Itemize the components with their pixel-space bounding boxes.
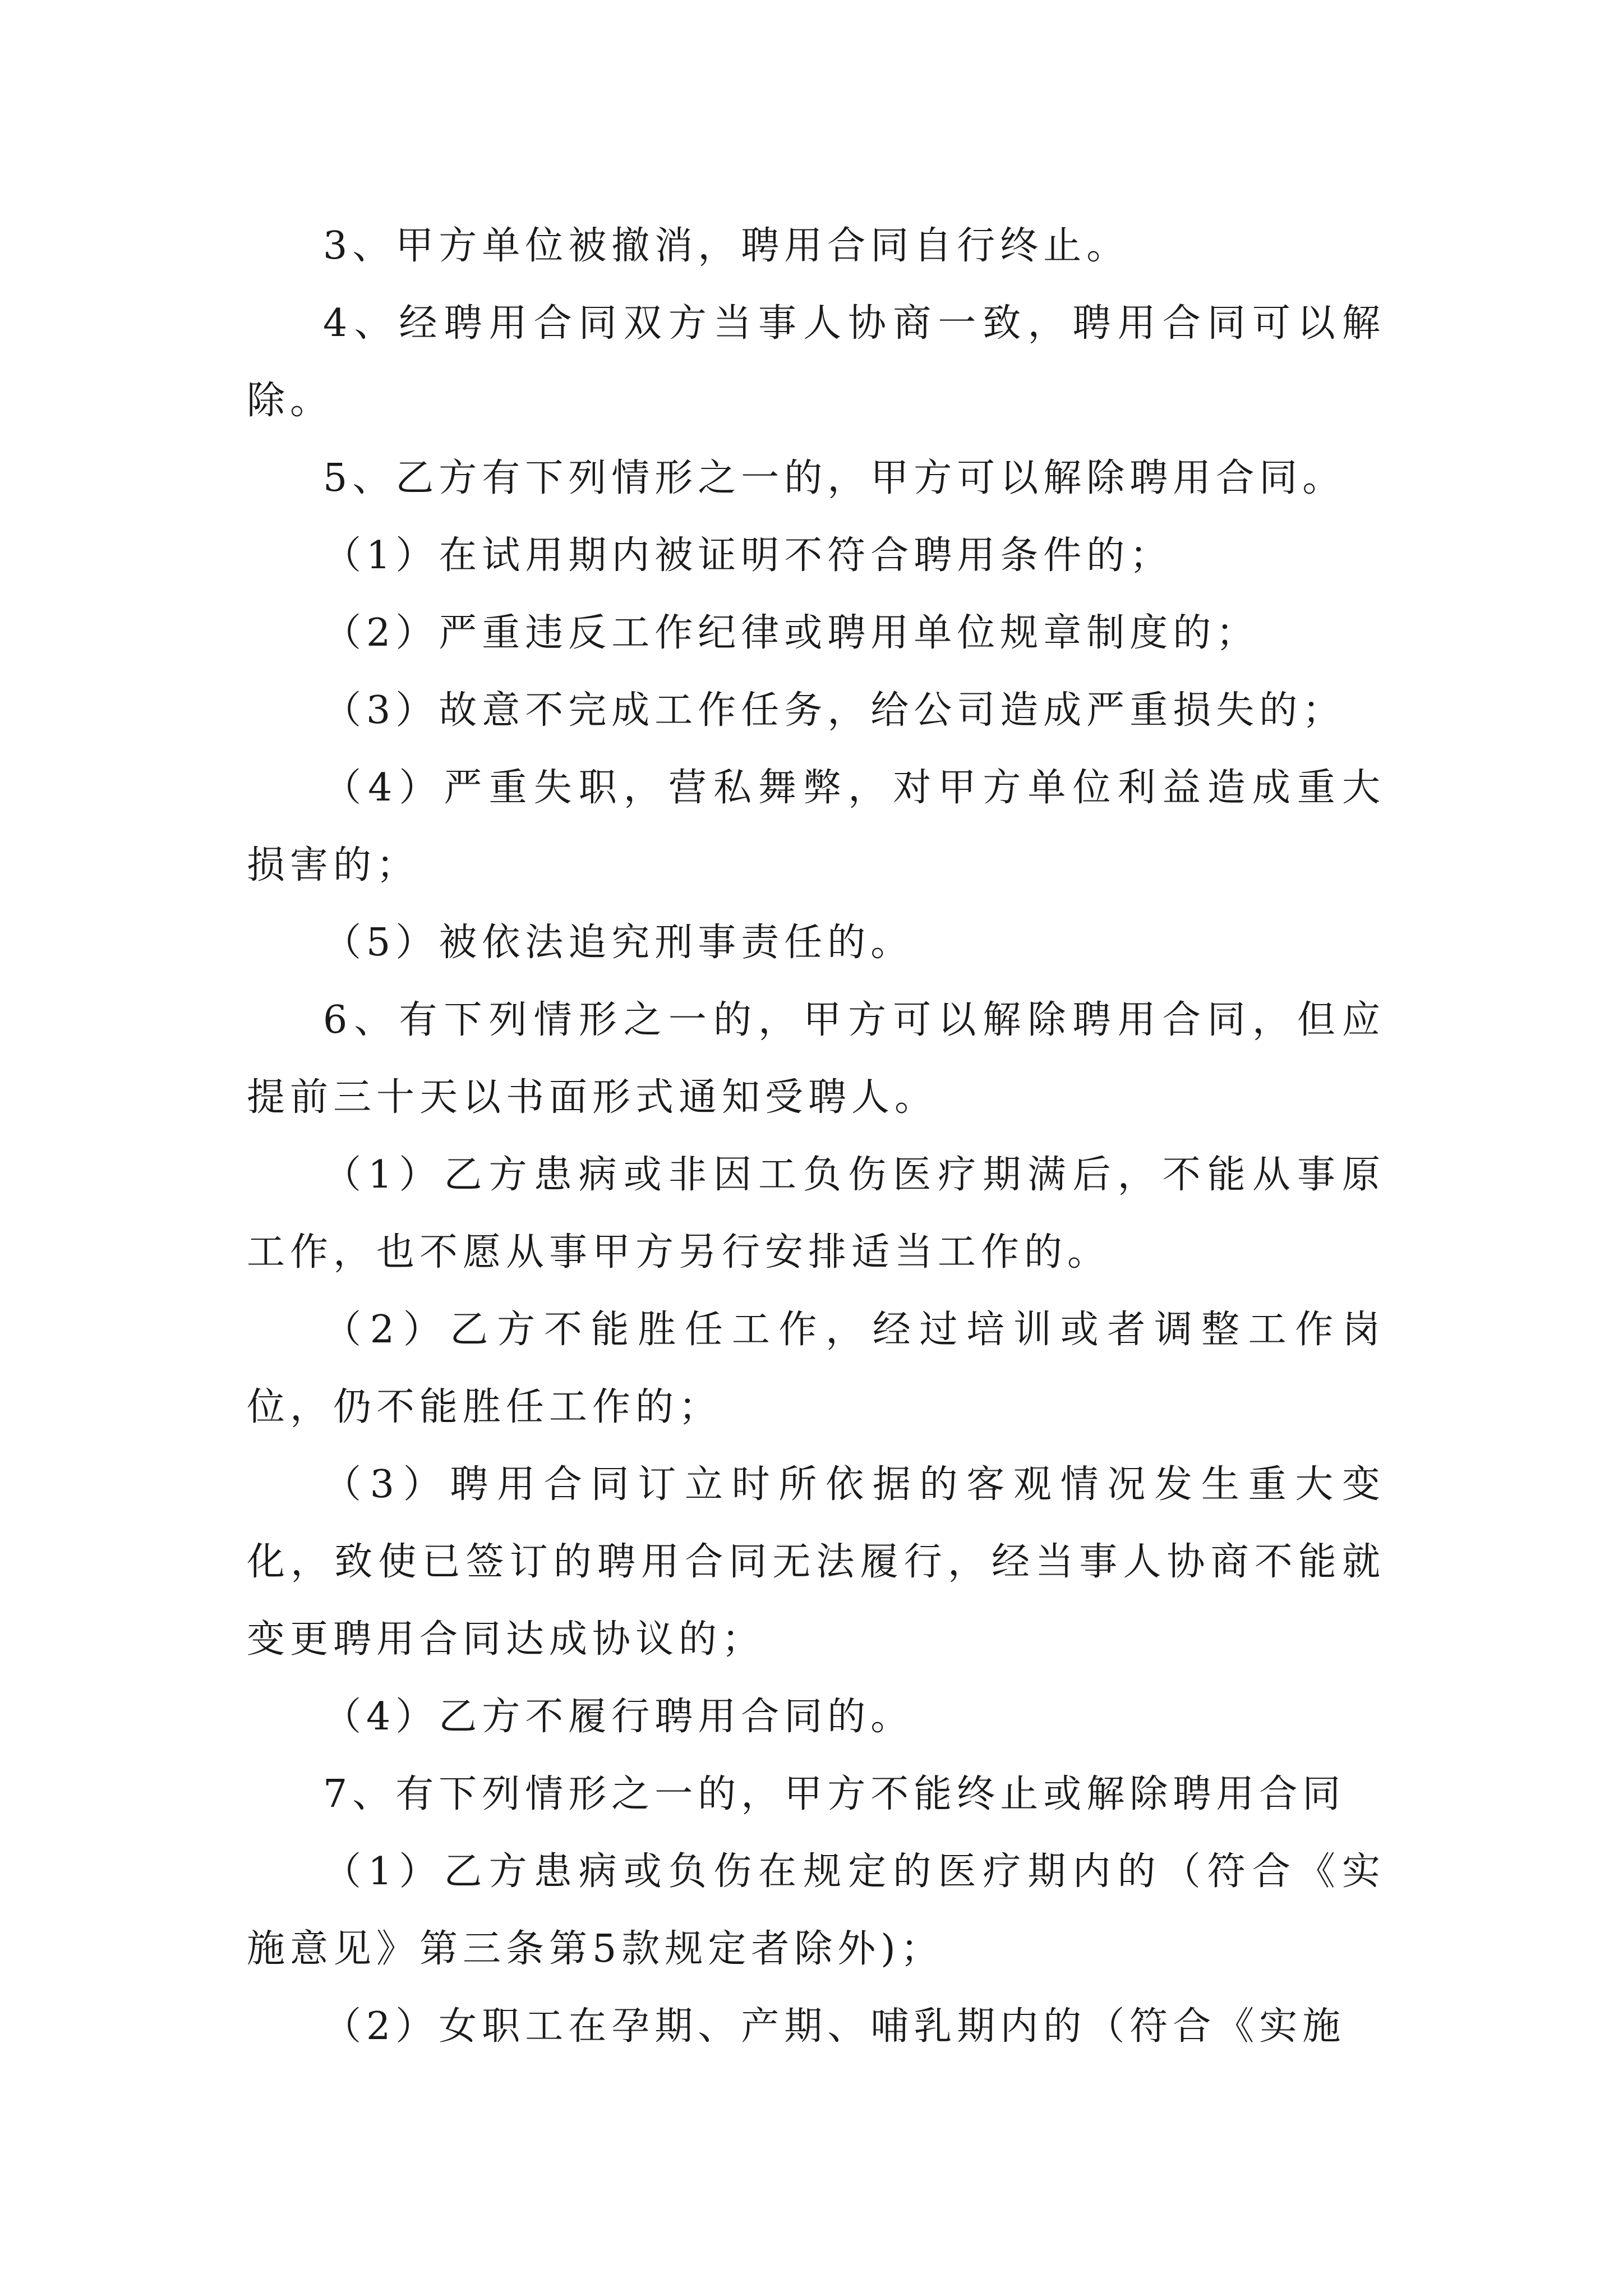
paragraph-clause-4: 4、经聘用合同双方当事人协商一致，聘用合同可以解除。	[247, 301, 1385, 423]
paragraph-clause-5-item-2: （2）严重违反工作纪律或聘用单位规章制度的；	[323, 611, 1260, 655]
paragraph-clause-5-item-3: （3）故意不完成工作任务，给公司造成严重损失的；	[323, 688, 1346, 733]
paragraph-clause-5-item-5: （5）被依法追究刑事责任的。	[323, 921, 914, 965]
paragraph-clause-6: 6、有下列情形之一的，甲方可以解除聘用合同，但应提前三十天以书面形式通知受聘人。	[247, 998, 1385, 1120]
paragraph-clause-5-item-4: （4）严重失职，营私舞弊，对甲方单位利益造成重大损害的；	[247, 766, 1385, 887]
paragraph-clause-6-item-2: （2）乙方不能胜任工作，经过培训或者调整工作岗位，仍不能胜任工作的；	[247, 1308, 1385, 1429]
paragraph-clause-7-item-2: （2）女职工在孕期、产期、哺乳期内的（符合《实施	[323, 2004, 1346, 2049]
paragraph-clause-6-item-4: （4）乙方不履行聘用合同的。	[323, 1695, 914, 1739]
paragraph-clause-7-item-1: （1）乙方患病或负伤在规定的医疗期内的（符合《实施意见》第三条第5款规定者除外)；	[247, 1849, 1385, 1971]
paragraph-clause-6-item-3: （3）聘用合同订立时所依据的客观情况发生重大变化，致使已签订的聘用合同无法履行，经当事人协商不能就变更聘用合同达成协议的；	[247, 1462, 1385, 1662]
paragraph-clause-5-item-1: （1）在试用期内被证明不符合聘用条件的；	[323, 533, 1173, 578]
paragraph-clause-6-item-1: （1）乙方患病或非因工负伤医疗期满后，不能从事原工作，也不愿从事甲方另行安排适当工作的。	[247, 1153, 1385, 1274]
document-body	[247, 208, 1385, 2065]
paragraph-clause-7: 7、有下列情形之一的，甲方不能终止或解除聘用合同	[323, 1772, 1346, 1816]
paragraph-clause-3: 3、甲方单位被撤消，聘用合同自行终止。	[323, 224, 1130, 268]
paragraph-clause-5: 5、乙方有下列情形之一的，甲方可以解除聘用合同。	[323, 456, 1346, 500]
